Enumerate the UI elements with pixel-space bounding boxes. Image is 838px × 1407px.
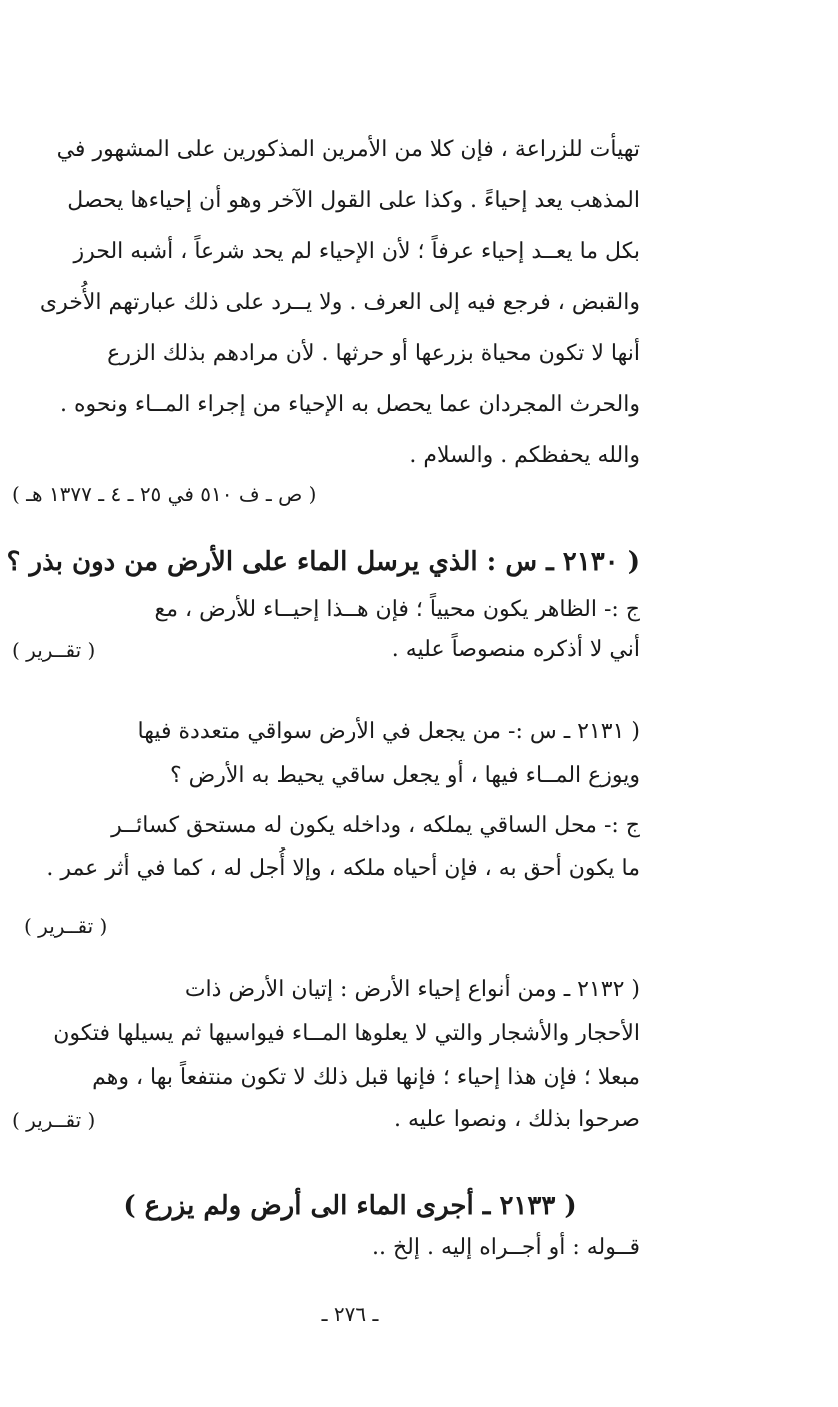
section-2131-answer — [12, 804, 640, 890]
section-2131-question — [12, 710, 640, 798]
section-2133-body — [220, 1228, 640, 1268]
paragraph-line: والله يحفظكم . والسلام . — [409, 443, 640, 468]
paragraph-line: صرحوا بذلك ، ونصوا عليه . — [393, 1107, 640, 1132]
question-line: ويوزع المــاء فيها ، أو يجعل ساقي يحيط به الأرض ؟ — [169, 763, 640, 788]
answer-line: ما يكون أحق به ، فإن أحياه ملكه ، وإلا أُجل له ، كما في أثر عمر . — [46, 856, 640, 881]
section-2130-answer — [12, 590, 640, 670]
paragraph-line: الأحجار والأشجار والتي لا يعلوها المــاء فيواسيها ثم يسيلها فتكون — [53, 1021, 640, 1046]
quote-line: قــوله : أو أجــراه إليه . إلخ .. — [372, 1235, 640, 1260]
section-2130-heading: ( ٢١٣٠ ـ س : الذي يرسل الماء على الأرض من دون بذر ؟ — [6, 547, 640, 577]
question-line: ( ٢١٣١ ـ س :- من يجعل في الأرض سواقي متعددة فيها — [137, 719, 640, 744]
answer-line: ج :- الظاهر يكون محيياً ؛ فإن هــذا إحيــاء للأرض ، مع — [154, 597, 640, 622]
section-2133-heading: ( ٢١٣٣ ـ أجرى الماء الى أرض ولم يزرع ) — [123, 1191, 577, 1221]
paragraph-row-with-tag — [12, 1100, 640, 1140]
paragraph-line: بكل ما يعــد إحياء عرفاً ؛ لأن الإحياء لم يحد شرعاً ، أشبه الحرز — [73, 239, 640, 264]
letter-reference: ( ص ـ ف ٥١٠ في ٢٥ ـ ٤ ـ ١٣٧٧ هـ ) — [12, 482, 317, 506]
section-2132 — [12, 968, 640, 1140]
paragraph-line: والحرث المجردان عما يحصل به الإحياء من إجراء المــاء ونحوه . — [60, 392, 640, 417]
taqrir-tag: ( تقــرير ) — [12, 638, 96, 662]
paragraph-line: مبعلا ؛ فإن هذا إحياء ؛ فإنها قبل ذلك لا تكون منتفعاً بها ، وهم — [92, 1065, 640, 1090]
answer-line: ج :- محل الساقي يملكه ، وداخله يكون له مستحق كسائــر — [111, 813, 640, 838]
paragraph-line: أنها لا تكون محياة بزرعها أو حرثها . لأن مرادهم بذلك الزرع — [107, 341, 640, 366]
paragraph-line: والقبض ، فرجع فيه إلى العرف . ولا يــرد على ذلك عبارتهم الأُخرى — [39, 290, 640, 315]
taqrir-tag: ( تقــرير ) — [12, 1108, 96, 1132]
main-paragraph — [12, 124, 640, 481]
page-number: ـ ٢٧٦ ـ — [321, 1302, 379, 1326]
answer-row-with-tag — [12, 630, 640, 670]
paragraph-line: تهيأت للزراعة ، فإن كلا من الأمرين المذكورين على المشهور في — [56, 137, 640, 162]
taqrir-tag: ( تقــرير ) — [24, 914, 108, 938]
answer-line: أني لا أذكره منصوصاً عليه . — [391, 637, 640, 662]
paragraph-line: المذهب يعد إحياءً . وكذا على القول الآخر وهو أن إحياءها يحصل — [67, 188, 640, 213]
paragraph-line: ( ٢١٣٢ ـ ومن أنواع إحياء الأرض : إتيان الأرض ذات — [184, 977, 640, 1002]
